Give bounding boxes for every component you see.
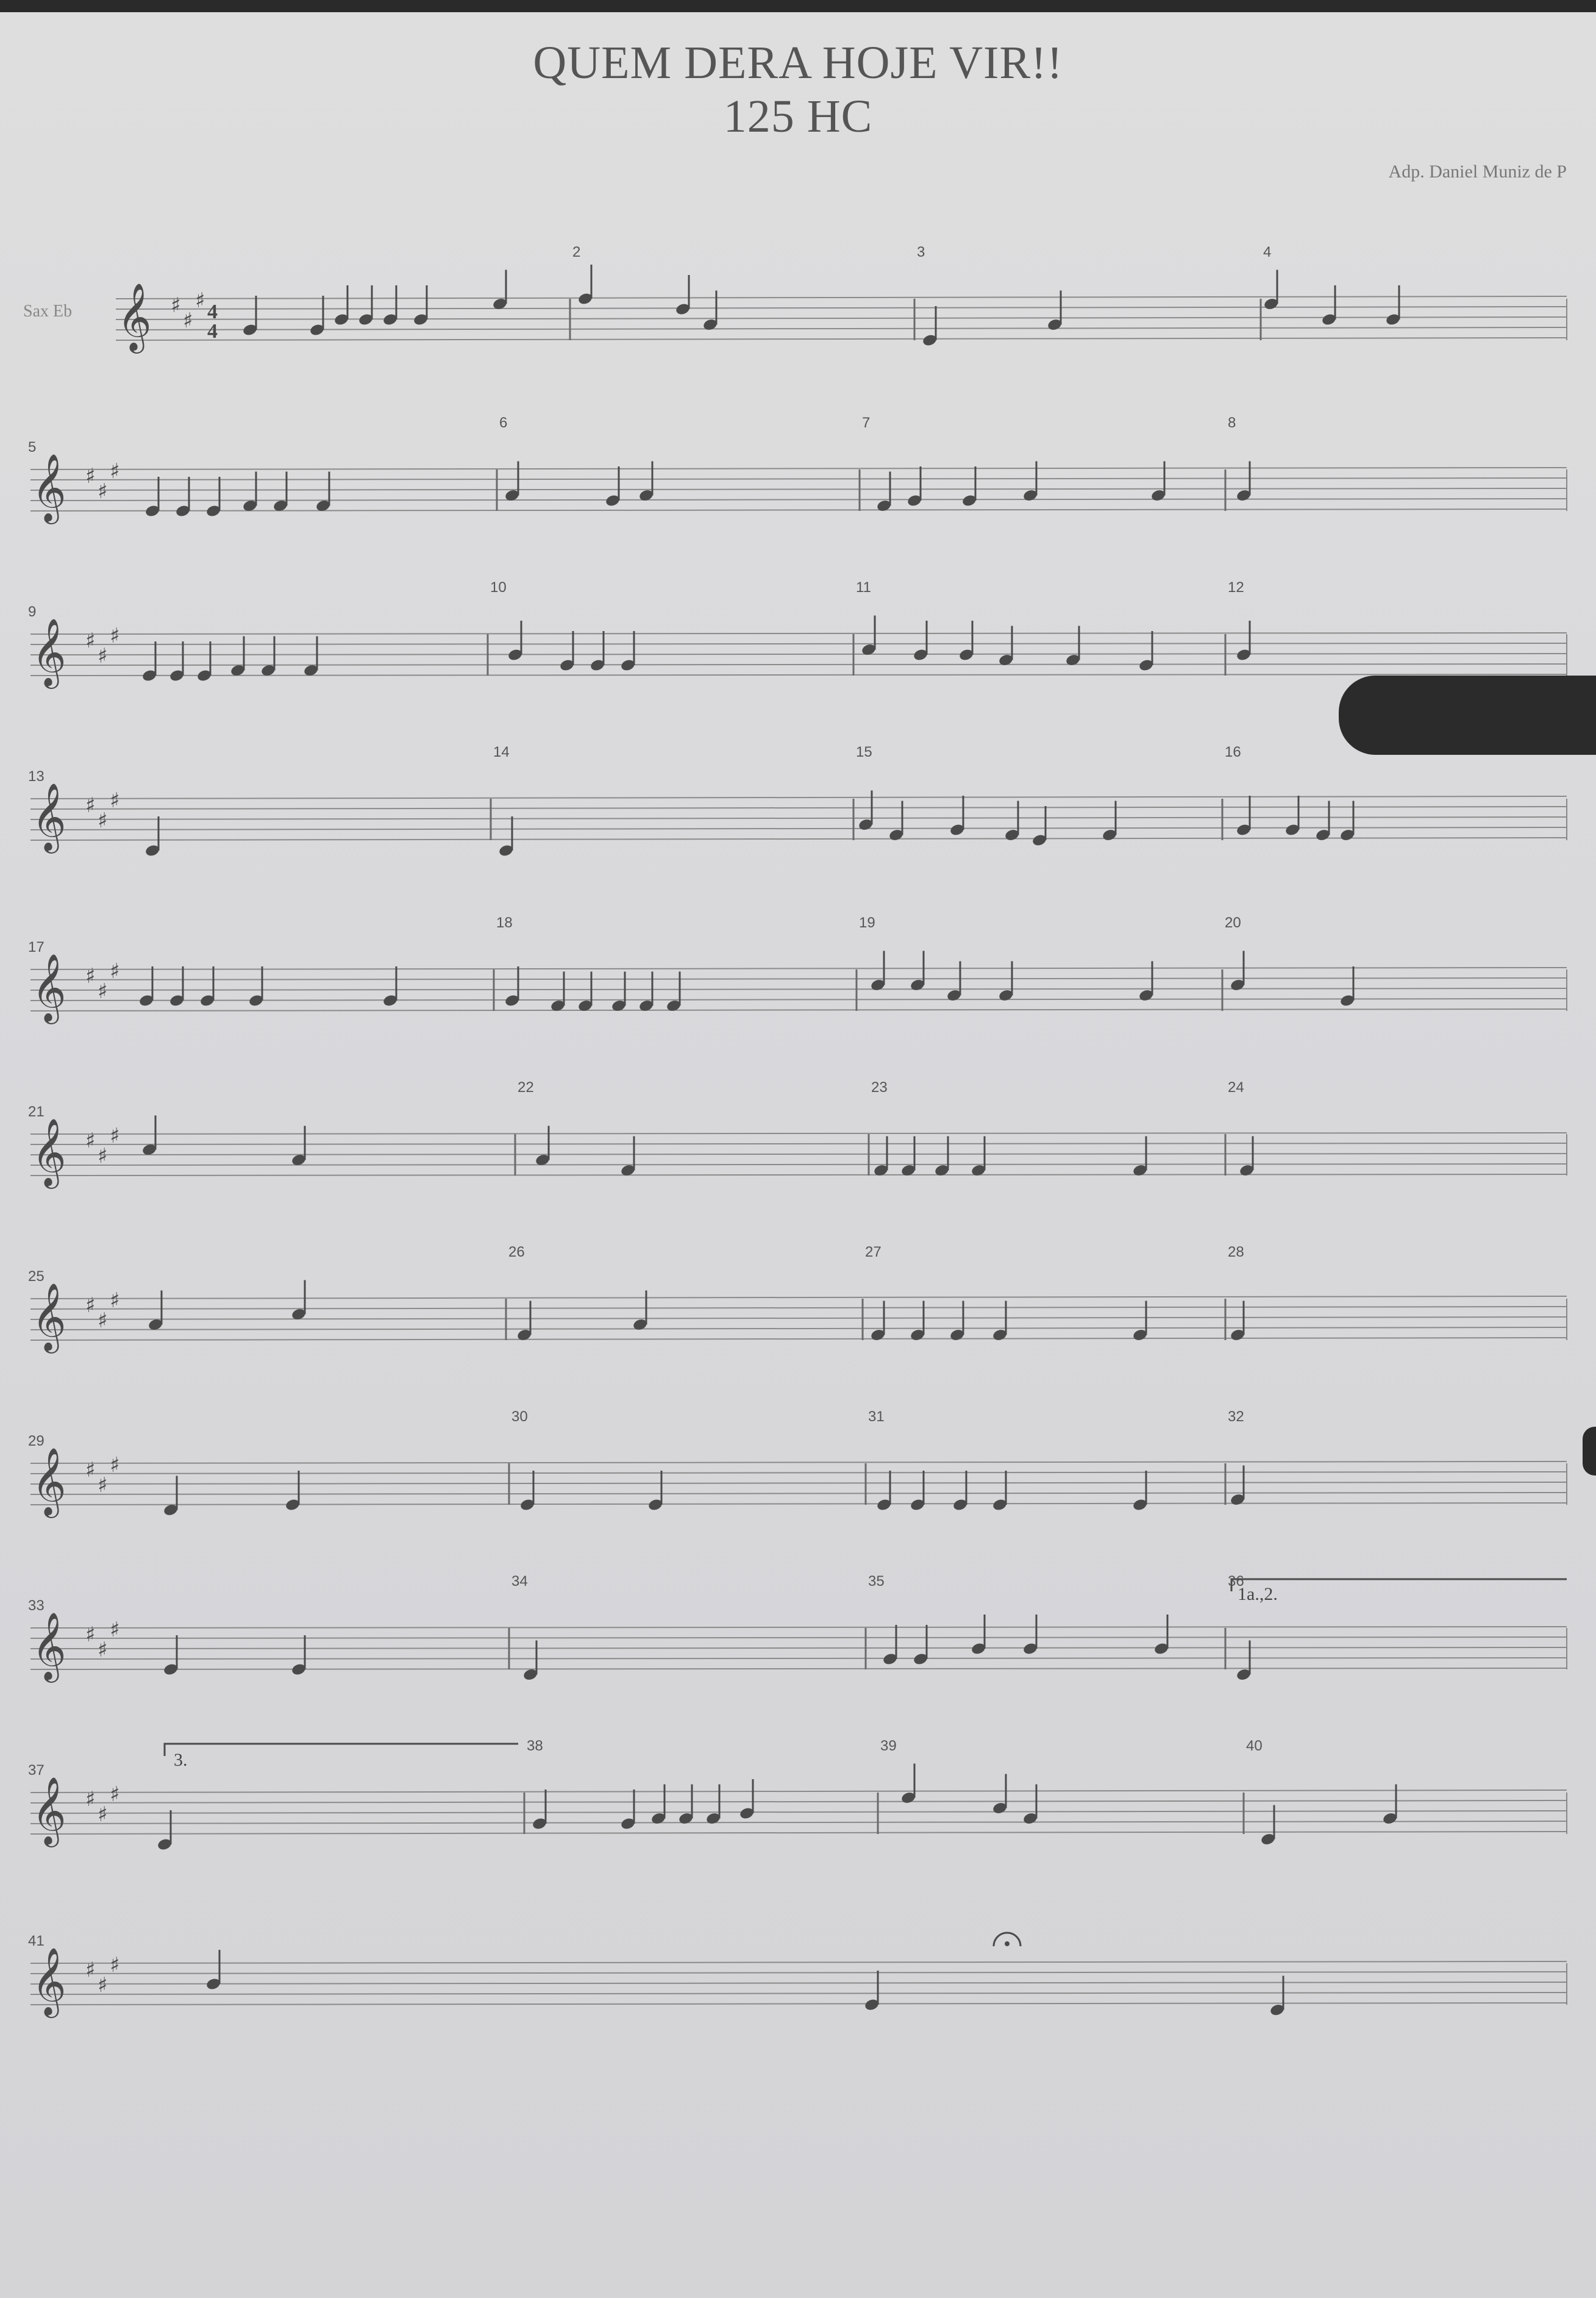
sharp-icon: ♯	[85, 464, 96, 488]
measure-number: 39	[880, 1738, 897, 1754]
sharp-icon: ♯	[110, 788, 120, 813]
staff-line	[30, 807, 1567, 809]
staff-system	[0, 244, 1596, 402]
staff-line	[30, 488, 1567, 490]
staff	[0, 1244, 1596, 1402]
staff-line	[30, 478, 1567, 480]
staff-system	[0, 915, 1596, 1073]
staff-line	[30, 968, 1567, 969]
staff-line	[30, 468, 1567, 469]
staff-system	[0, 744, 1596, 902]
arranger-credit: Adp. Daniel Muniz de P	[1388, 162, 1567, 182]
staff-line	[30, 1296, 1567, 1299]
volta-label-3: 3.	[174, 1750, 188, 1770]
staff-system	[0, 1908, 1596, 2067]
sharp-icon: ♯	[85, 1787, 96, 1811]
sharp-icon: ♯	[98, 1973, 108, 1997]
measure-number: 22	[518, 1079, 534, 1096]
measure-number: 30	[511, 1408, 528, 1425]
staff-system	[0, 1738, 1596, 1896]
staff-line	[30, 1009, 1567, 1011]
staff	[0, 1738, 1596, 1896]
staff-line	[30, 1972, 1567, 1974]
measure-number: 31	[868, 1408, 885, 1425]
treble-clef-icon: 𝄞	[117, 282, 152, 351]
staff-line	[30, 664, 1567, 665]
measure-number: 26	[508, 1244, 525, 1260]
measure-number: 5	[28, 439, 37, 455]
score-title: QUEM DERA HOJE VIR!!	[533, 37, 1063, 88]
measure-number: 27	[865, 1244, 882, 1260]
staff-line	[30, 1800, 1567, 1803]
sharp-icon: ♯	[171, 293, 181, 318]
staff-line	[30, 1493, 1567, 1494]
staff-line	[30, 1133, 1567, 1134]
sharp-icon: ♯	[85, 1458, 96, 1482]
sharp-icon: ♯	[110, 1953, 120, 1977]
measure-number: 34	[511, 1573, 528, 1590]
staff-line	[30, 1658, 1567, 1659]
hymn-number: 125 HC	[723, 91, 873, 142]
staff-line	[30, 1327, 1567, 1330]
measure-number: 9	[28, 604, 37, 620]
staff-line	[30, 1811, 1567, 1813]
measure-number: 35	[868, 1573, 885, 1590]
measure-number: 28	[1228, 1244, 1244, 1260]
staff	[0, 1573, 1596, 1732]
time-signature-bottom: 4	[207, 320, 218, 343]
measure-number: 15	[856, 744, 872, 760]
staff-line	[30, 1832, 1567, 1834]
staff-line	[30, 1503, 1567, 1505]
staff-line	[30, 674, 1567, 676]
staff-line	[30, 1647, 1567, 1649]
treble-clef-icon: 𝄞	[32, 1611, 66, 1680]
measure-number: 6	[499, 415, 508, 431]
measure-number: 40	[1246, 1738, 1263, 1754]
staff	[0, 579, 1596, 738]
staff-system	[0, 579, 1596, 738]
staff-line	[30, 654, 1567, 655]
treble-clef-icon: 𝄞	[32, 453, 66, 521]
staff-system	[0, 415, 1596, 573]
staff-line	[30, 1461, 1567, 1463]
measure-number: 13	[28, 768, 45, 785]
staff	[0, 1079, 1596, 1238]
sharp-icon: ♯	[195, 288, 205, 313]
sharp-icon: ♯	[110, 1618, 120, 1642]
sharp-icon: ♯	[110, 624, 120, 648]
sharp-icon: ♯	[110, 1453, 120, 1477]
staff-line	[30, 1482, 1567, 1484]
volta-bracket	[1231, 1579, 1567, 1591]
staff-line	[30, 1668, 1567, 1669]
staff-line	[30, 1637, 1567, 1638]
sharp-icon: ♯	[85, 1293, 96, 1318]
staff-line	[30, 1982, 1567, 1984]
staff	[0, 244, 1596, 402]
staff-line	[30, 1174, 1567, 1176]
staff-line	[30, 1307, 1567, 1309]
staff-line	[30, 1338, 1567, 1340]
measure-number: 10	[490, 579, 507, 596]
sharp-icon: ♯	[85, 629, 96, 653]
sharp-icon: ♯	[98, 479, 108, 504]
staff-line	[30, 1317, 1567, 1319]
staff-line	[30, 838, 1567, 840]
sharp-icon: ♯	[98, 808, 108, 833]
staff-line	[30, 978, 1567, 980]
measure-number: 4	[1263, 244, 1272, 260]
sharp-icon: ♯	[85, 964, 96, 988]
sharp-icon: ♯	[110, 1124, 120, 1148]
staff-line	[30, 643, 1567, 644]
measure-number: 38	[527, 1738, 543, 1754]
sharp-icon: ♯	[85, 793, 96, 818]
fermata-dot	[1005, 1941, 1010, 1946]
staff-line	[30, 988, 1567, 990]
staff-line	[30, 817, 1567, 819]
measure-number: 33	[28, 1597, 45, 1614]
measure-number: 37	[28, 1762, 45, 1779]
treble-clef-icon: 𝄞	[32, 1776, 66, 1844]
measure-number: 17	[28, 939, 45, 955]
staff-line	[30, 1143, 1567, 1144]
sharp-icon: ♯	[98, 1802, 108, 1827]
sharp-icon: ♯	[98, 1473, 108, 1497]
staff-line	[30, 1154, 1567, 1155]
sharp-icon: ♯	[110, 459, 120, 484]
measure-number: 36	[1228, 1573, 1244, 1590]
staff-line	[30, 1164, 1567, 1165]
staff-line	[116, 327, 1567, 330]
staff-line	[30, 1627, 1567, 1628]
measure-number: 32	[1228, 1408, 1244, 1425]
measure-number: 2	[572, 244, 581, 260]
staff-line	[30, 509, 1567, 511]
staff	[0, 744, 1596, 902]
sharp-icon: ♯	[98, 979, 108, 1004]
treble-clef-icon: 𝄞	[32, 782, 66, 851]
staff-system	[0, 1244, 1596, 1402]
sharp-icon: ♯	[110, 959, 120, 983]
measure-number: 20	[1225, 915, 1241, 931]
measure-number: 3	[917, 244, 925, 260]
treble-clef-icon: 𝄞	[32, 1118, 66, 1186]
sharp-icon: ♯	[85, 1958, 96, 1982]
staff-line	[30, 1821, 1567, 1824]
staff-line	[116, 338, 1567, 340]
staff	[0, 1408, 1596, 1567]
sharp-icon: ♯	[98, 644, 108, 668]
staff-line	[116, 296, 1567, 299]
measure-number: 29	[28, 1433, 45, 1449]
volta-bracket	[165, 1744, 518, 1756]
measure-number: 41	[28, 1933, 45, 1949]
measure-number: 19	[859, 915, 875, 931]
staff-line	[30, 2003, 1567, 2005]
staff-line	[30, 827, 1567, 830]
staff-line	[30, 1790, 1567, 1793]
staff-line	[30, 1993, 1567, 1994]
treble-clef-icon: 𝄞	[32, 953, 66, 1021]
measure-number: 25	[28, 1268, 45, 1285]
sharp-icon: ♯	[110, 1782, 120, 1807]
measure-number: 23	[871, 1079, 888, 1096]
staff-line	[30, 499, 1567, 501]
sharp-icon: ♯	[98, 1638, 108, 1662]
measure-number: 8	[1228, 415, 1236, 431]
staff-line	[30, 1961, 1567, 1963]
staff-line	[30, 796, 1567, 799]
treble-clef-icon: 𝄞	[32, 1282, 66, 1351]
measure-number: 7	[862, 415, 871, 431]
volta-label-1-2: 1a.,2.	[1238, 1584, 1278, 1604]
staff-line	[30, 1472, 1567, 1474]
sharp-icon: ♯	[85, 1129, 96, 1153]
staff-line	[30, 633, 1567, 634]
staff-line	[116, 317, 1567, 319]
staff-system	[0, 1079, 1596, 1238]
staff	[0, 1908, 1596, 2067]
measure-number: 16	[1225, 744, 1241, 760]
measure-number: 11	[856, 579, 871, 596]
staff	[0, 415, 1596, 573]
instrument-label: Sax Eb	[23, 302, 73, 321]
sharp-icon: ♯	[98, 1144, 108, 1168]
time-signature-top: 4	[207, 301, 218, 323]
measure-number: 14	[493, 744, 510, 760]
treble-clef-icon: 𝄞	[32, 1947, 66, 2015]
measure-number: 21	[28, 1104, 45, 1120]
measure-number: 24	[1228, 1079, 1244, 1096]
sharp-icon: ♯	[110, 1288, 120, 1313]
measure-number: 18	[496, 915, 513, 931]
staff	[0, 915, 1596, 1073]
treble-clef-icon: 𝄞	[32, 618, 66, 686]
sharp-icon: ♯	[85, 1622, 96, 1647]
measure-number: 12	[1228, 579, 1244, 596]
sharp-icon: ♯	[98, 1308, 108, 1333]
staff-system	[0, 1573, 1596, 1732]
photo-top-edge	[0, 0, 1596, 12]
staff-system	[0, 1408, 1596, 1567]
treble-clef-icon: 𝄞	[32, 1447, 66, 1515]
staff-line	[116, 307, 1567, 309]
sharp-icon: ♯	[183, 309, 193, 333]
